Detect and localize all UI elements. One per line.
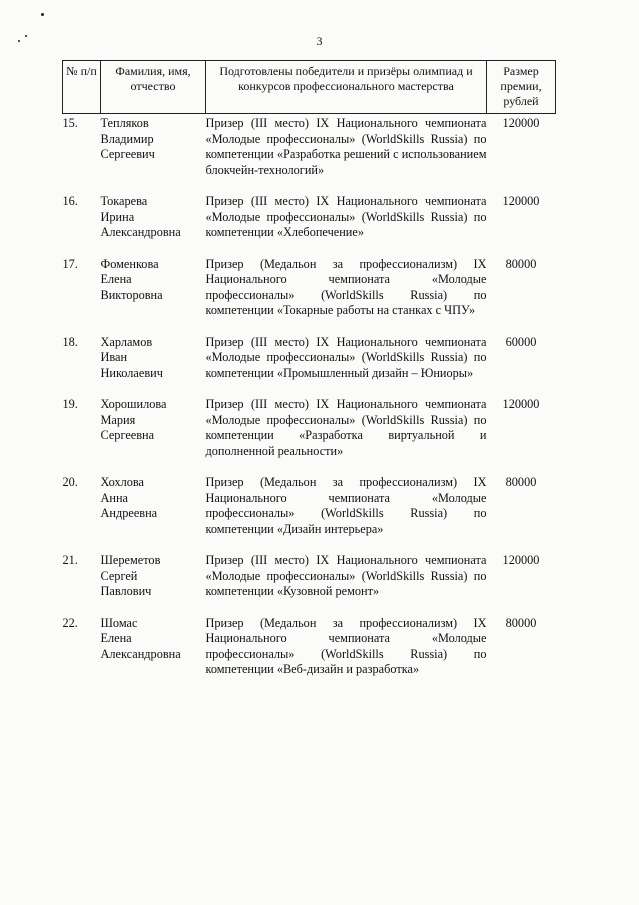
person-name	[101, 257, 206, 335]
surname: Харламов	[100, 334, 153, 349]
patronymic: Викторовна	[100, 287, 163, 302]
first-name: Иван	[100, 350, 128, 364]
row-number: 18.	[62, 334, 78, 349]
achievement-description: Призер (Медальон за профессионализм) IX Национального чемпионата «Молодые профессионалы» (WorldSkills Russia) по компетенции «Веб-дизайн и разработка»	[205, 615, 487, 676]
header-name: Фамилия, имя, отчество	[101, 61, 206, 114]
surname: Фоменкова	[100, 256, 159, 271]
row-number: 15.	[62, 116, 78, 130]
table-header-row	[63, 61, 556, 114]
patronymic: Александровна	[100, 225, 181, 239]
table-row	[63, 335, 556, 398]
row-number: 21.	[62, 553, 78, 567]
patronymic: Андреевна	[100, 506, 158, 520]
first-name: Сергей	[100, 568, 138, 583]
row-number: 17.	[62, 256, 78, 271]
table-row	[63, 616, 556, 694]
person-name	[101, 397, 206, 475]
achievement-description: Призер (III место) IX Национального чемпионата «Молодые профессионалы» (WorldSkills Russia) по компетенции «Разработка решений с использованием блокчейн-технологий»	[205, 116, 487, 177]
person-name	[101, 114, 206, 195]
person-name	[101, 335, 206, 398]
header-num: № п/п	[63, 61, 101, 114]
patronymic: Павлович	[100, 584, 152, 598]
table-row	[63, 397, 556, 475]
surname: Токарева	[100, 194, 148, 208]
row-number: 20.	[62, 475, 78, 489]
achievement-description: Призер (III место) IX Национального чемпионата «Молодые профессионалы» (WorldSkills Russia) по компетенции «Кузовной ремонт»	[205, 553, 487, 598]
first-name: Анна	[100, 490, 128, 505]
person-name	[101, 553, 206, 616]
header-description: Подготовлены победители и призёры олимпиад и конкурсов профессионального мастерства	[206, 61, 487, 114]
prize-amount: 120000	[502, 397, 540, 411]
scan-speck	[41, 13, 44, 16]
row-number: 19.	[62, 397, 78, 411]
person-name	[101, 194, 206, 257]
patronymic: Александровна	[100, 646, 181, 661]
row-number: 16.	[62, 194, 78, 208]
first-name: Елена	[100, 631, 132, 645]
table-row	[63, 114, 556, 195]
surname: Шомас	[100, 615, 138, 630]
prize-amount: 120000	[502, 194, 540, 208]
prize-amount: 80000	[505, 615, 537, 630]
table-row	[63, 257, 556, 335]
surname: Хохлова	[100, 475, 144, 489]
achievement-description: Призер (Медальон за профессионализм) IX Национального чемпионата «Молодые профессионалы» (WorldSkills Russia) по компетенции «Дизайн интерьера»	[205, 475, 487, 536]
table-row	[63, 553, 556, 616]
prize-amount: 80000	[505, 256, 537, 271]
patronymic: Сергеевич	[100, 147, 155, 161]
header-prize: Размер премии, рублей	[487, 61, 556, 114]
first-name: Владимир	[100, 131, 154, 146]
prize-amount: 120000	[502, 116, 540, 130]
table-row	[63, 194, 556, 257]
row-number: 22.	[62, 615, 78, 630]
first-name: Ирина	[100, 209, 135, 224]
achievement-description: Призер (III место) IX Национального чемпионата «Молодые профессионалы» (WorldSkills Russia) по компетенции «Разработка виртуальной и дополненной реальности»	[205, 397, 487, 458]
surname: Хорошилова	[100, 397, 167, 411]
surname: Шереметов	[100, 553, 161, 567]
patronymic: Николаевич	[100, 365, 163, 380]
first-name: Мария	[100, 412, 136, 427]
prize-amount: 60000	[505, 334, 537, 349]
prize-amount: 120000	[502, 553, 540, 567]
achievement-description: Призер (III место) IX Национального чемпионата «Молодые профессионалы» (WorldSkills Russia) по компетенции «Хлебопечение»	[205, 194, 487, 239]
table-row	[63, 475, 556, 553]
page-number: 3	[316, 34, 323, 48]
achievement-description: Призер (III место) IX Национального чемпионата «Молодые профессионалы» (WorldSkills Russia) по компетенции «Промышленный дизайн – Юниоры»	[205, 334, 487, 380]
prize-amount: 80000	[505, 475, 537, 489]
achievement-description: Призер (Медальон за профессионализм) IX Национального чемпионата «Молодые профессионалы» (WorldSkills Russia) по компетенции «Токарные работы на станках с ЧПУ»	[205, 256, 487, 317]
person-name	[101, 475, 206, 553]
winners-table	[62, 60, 556, 694]
surname: Тепляков	[100, 116, 149, 130]
person-name	[101, 616, 206, 694]
patronymic: Сергеевна	[100, 428, 155, 442]
first-name: Елена	[100, 272, 132, 286]
